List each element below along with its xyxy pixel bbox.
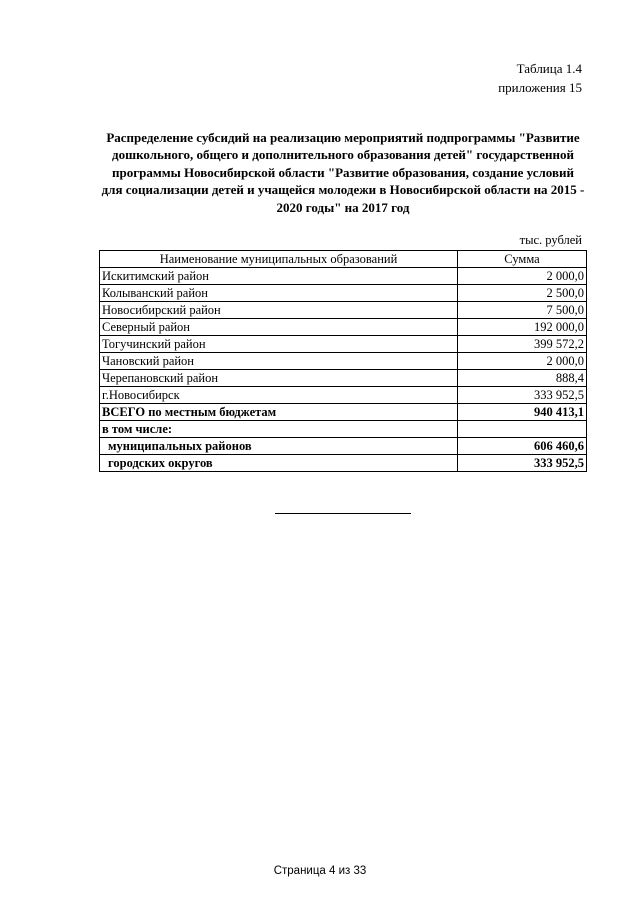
table-row [100, 370, 587, 387]
breakdown-label: муниципальных районов [100, 438, 458, 455]
title-line: программы Новосибирской области "Развитие образования, создание условий [112, 164, 574, 180]
total-amount: 940 413,1 [458, 404, 587, 421]
table-row [100, 268, 587, 285]
including-amount [458, 421, 587, 438]
municipality-name: Искитимский район [100, 268, 458, 285]
municipality-name: г.Новосибирск [100, 387, 458, 404]
subsidy-amount: 2 000,0 [458, 353, 587, 370]
municipality-name: Тогучинский район [100, 336, 458, 353]
column-header-amount: Сумма [458, 251, 587, 268]
table-row [100, 285, 587, 302]
column-header-name: Наименование муниципальных образований [100, 251, 458, 268]
breakdown-label: городских округов [100, 455, 458, 472]
table-row [100, 319, 587, 336]
unit-label: тыс. рублей [519, 233, 582, 247]
municipality-name: Чановский район [100, 353, 458, 370]
subsidy-amount: 7 500,0 [458, 302, 587, 319]
total-row [100, 404, 587, 421]
table-row [100, 336, 587, 353]
title-line: дошкольного, общего и дополнительного образования детей" государственной [112, 147, 574, 163]
municipality-name: Новосибирский район [100, 302, 458, 319]
page-number: Страница 4 из 33 [273, 865, 367, 877]
including-label: в том числе: [100, 421, 458, 438]
table-row [100, 387, 587, 404]
breakdown-row [100, 438, 587, 455]
subsidy-amount: 888,4 [458, 370, 587, 387]
subsidy-amount: 399 572,2 [458, 336, 587, 353]
title-line: Распределение субсидий на реализацию мероприятий подпрограммы "Развитие [106, 130, 580, 145]
municipality-name: Колыванский район [100, 285, 458, 302]
breakdown-amount: 606 460,6 [458, 438, 587, 455]
including-row [100, 421, 587, 438]
title-line: для социализации детей и учащейся молодежи в Новосибирской области на 2015 - [101, 182, 585, 198]
table-row [100, 353, 587, 370]
breakdown-amount: 333 952,5 [458, 455, 587, 472]
subsidy-amount: 192 000,0 [458, 319, 587, 336]
breakdown-row [100, 455, 587, 472]
subsidy-table [99, 250, 587, 472]
appendix-number: приложения 15 [498, 80, 582, 95]
table-header-row [100, 251, 587, 268]
subsidy-amount: 333 952,5 [458, 387, 587, 404]
municipality-name: Черепановский район [100, 370, 458, 387]
title-line: 2020 годы" на 2017 год [276, 199, 410, 215]
table-row [100, 302, 587, 319]
document-title [98, 129, 588, 216]
table-number: Таблица 1.4 [516, 61, 582, 76]
subsidy-amount: 2 000,0 [458, 268, 587, 285]
subsidy-amount: 2 500,0 [458, 285, 587, 302]
municipality-name: Северный район [100, 319, 458, 336]
total-label: ВСЕГО по местным бюджетам [100, 404, 458, 421]
separator-line [275, 513, 411, 514]
